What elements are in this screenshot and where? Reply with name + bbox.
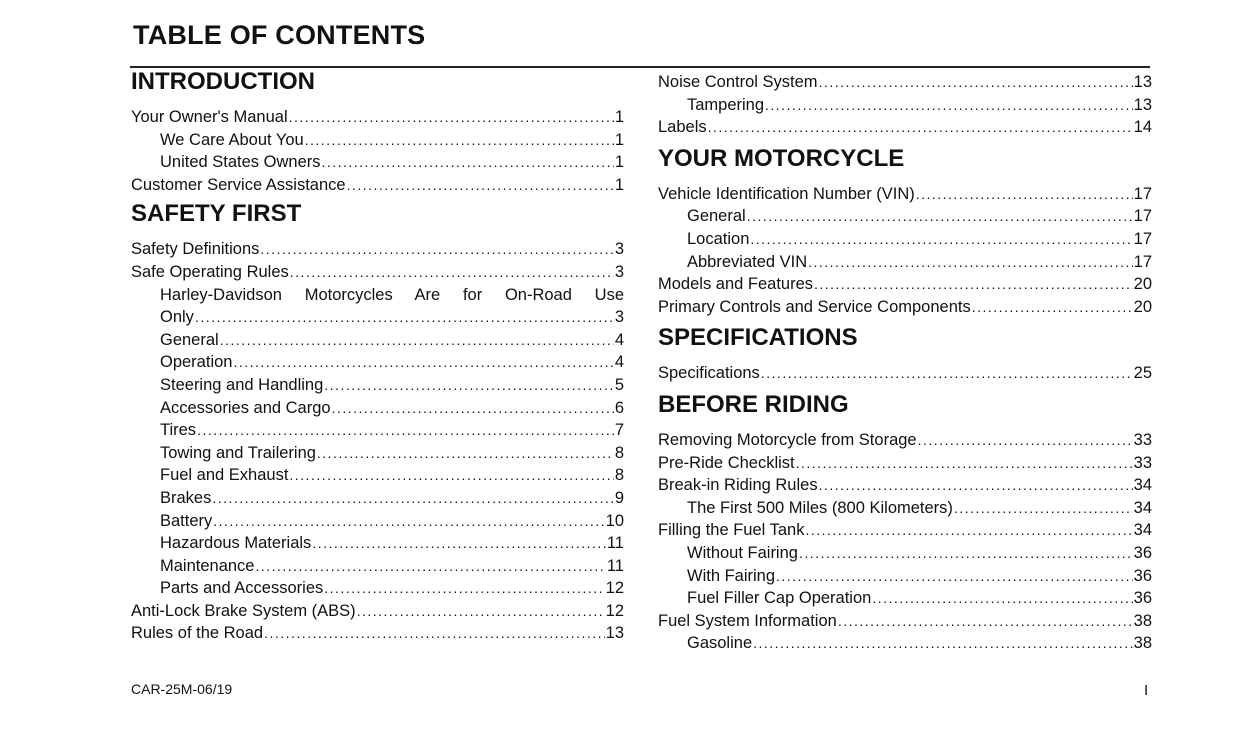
toc-entry[interactable]: Hazardous Materials . . . 11 xyxy=(131,532,624,555)
dot-leader xyxy=(761,362,1133,385)
toc-entry[interactable]: Brakes . . . 9 xyxy=(131,487,624,510)
toc-entry[interactable]: Fuel System Information . . . 38 xyxy=(658,610,1152,633)
toc-entry[interactable]: Location . . . 17 xyxy=(658,228,1152,251)
dot-leader xyxy=(747,205,1133,228)
dot-leader xyxy=(347,174,614,197)
toc-entry[interactable]: Labels . . . 14 xyxy=(658,116,1152,139)
section-heading-introduction: INTRODUCTION xyxy=(131,68,315,95)
toc-entry[interactable]: The First 500 Miles (800 Kilometers) . . . 34 xyxy=(658,497,1152,520)
dot-leader xyxy=(872,587,1132,610)
dot-leader xyxy=(805,519,1132,542)
toc-entry[interactable]: General . . . 4 xyxy=(131,329,624,352)
section-heading-your-motorcycle: YOUR MOTORCYCLE xyxy=(658,144,905,172)
toc-entry[interactable]: With Fairing . . . 36 xyxy=(658,565,1152,588)
page-title: TABLE OF CONTENTS xyxy=(133,20,426,50)
dot-leader xyxy=(916,183,1133,206)
dot-leader xyxy=(332,397,614,420)
dot-leader xyxy=(322,151,614,174)
dot-leader xyxy=(819,71,1133,94)
dot-leader xyxy=(305,129,614,152)
toc-entry-wrapped-line[interactable]: Harley-Davidson Motorcycles Are for On-Road Use xyxy=(160,285,624,304)
toc-entry[interactable]: Filling the Fuel Tank . . . 34 xyxy=(658,519,1152,542)
toc-entry[interactable]: General . . . 17 xyxy=(658,205,1152,228)
toc-entry[interactable]: Primary Controls and Service Components . . . 20 xyxy=(658,296,1152,319)
toc-entry[interactable]: Tires . . . 7 xyxy=(131,419,624,442)
toc-entry[interactable]: Battery . . . 10 xyxy=(131,510,624,533)
dot-leader xyxy=(212,487,613,510)
dot-leader xyxy=(776,565,1133,588)
dot-leader xyxy=(918,429,1133,452)
dot-leader xyxy=(357,600,605,623)
dot-leader xyxy=(289,106,614,129)
dot-leader xyxy=(317,442,614,465)
page-number: I xyxy=(1144,682,1149,699)
section-heading-safety-first: SAFETY FIRST xyxy=(131,200,302,228)
toc-entry[interactable]: Operation . . . 4 xyxy=(131,351,624,374)
dot-leader xyxy=(808,251,1132,274)
toc-entry[interactable]: United States Owners . . . 1 xyxy=(131,151,624,174)
dot-leader xyxy=(260,238,613,261)
toc-entry[interactable]: Specifications . . . 25 xyxy=(658,362,1152,385)
toc-entry[interactable]: Models and Features . . . 20 xyxy=(658,273,1152,296)
dot-leader xyxy=(213,510,604,533)
dot-leader xyxy=(796,452,1133,475)
toc-entry[interactable]: Abbreviated VIN . . . 17 xyxy=(658,251,1152,274)
toc-entry[interactable]: Your Owner's Manual . . . 1 xyxy=(131,106,624,129)
dot-leader xyxy=(838,610,1133,633)
toc-entry[interactable]: Fuel and Exhaust . . . 8 xyxy=(131,464,624,487)
toc-entry[interactable]: Towing and Trailering . . . 8 xyxy=(131,442,624,465)
dot-leader xyxy=(289,464,613,487)
dot-leader xyxy=(195,306,614,329)
document-code: CAR-25M-06/19 xyxy=(131,681,233,697)
toc-entry[interactable]: Maintenance . . . 11 xyxy=(131,555,624,578)
dot-leader xyxy=(753,632,1133,655)
toc-entry[interactable]: Steering and Handling . . . 5 xyxy=(131,374,624,397)
section-heading-specifications: SPECIFICATIONS xyxy=(658,324,858,352)
dot-leader xyxy=(750,228,1132,251)
section-heading-before-riding: BEFORE RIDING xyxy=(658,390,849,418)
dot-leader xyxy=(220,329,614,352)
dot-leader xyxy=(255,555,605,578)
dot-leader xyxy=(197,419,614,442)
toc-entry[interactable]: Fuel Filler Cap Operation . . . 36 xyxy=(658,587,1152,610)
dot-leader xyxy=(799,542,1133,565)
toc-entry[interactable]: Removing Motorcycle from Storage . . . 33 xyxy=(658,429,1152,452)
toc-entry[interactable]: Gasoline . . . 38 xyxy=(658,632,1152,655)
toc-entry[interactable]: Rules of the Road . . . 13 xyxy=(131,622,624,645)
toc-entry[interactable]: Anti-Lock Brake System (ABS) . . . 12 xyxy=(131,600,624,623)
toc-entry[interactable]: Pre-Ride Checklist . . . 33 xyxy=(658,452,1152,475)
toc-entry[interactable]: Customer Service Assistance . . . 1 xyxy=(131,174,624,197)
dot-leader xyxy=(312,532,606,555)
dot-leader xyxy=(819,474,1133,497)
toc-entry[interactable]: We Care About You . . . 1 xyxy=(131,129,624,152)
toc-entry[interactable]: Break-in Riding Rules . . . 34 xyxy=(658,474,1152,497)
toc-entry[interactable]: Without Fairing . . . 36 xyxy=(658,542,1152,565)
toc-entry[interactable]: Accessories and Cargo . . . 6 xyxy=(131,397,624,420)
dot-leader xyxy=(954,497,1133,520)
toc-entry[interactable]: Safe Operating Rules . . . 3 xyxy=(131,261,624,284)
dot-leader xyxy=(324,577,604,600)
toc-entry[interactable]: Safety Definitions . . . 3 xyxy=(131,238,624,261)
toc-entry[interactable]: Tampering . . . 13 xyxy=(658,94,1152,117)
dot-leader xyxy=(814,273,1133,296)
dot-leader xyxy=(290,261,614,284)
toc-entry[interactable]: Parts and Accessories . . . 12 xyxy=(131,577,624,600)
toc-entry[interactable]: Only . . . 3 xyxy=(131,306,624,329)
dot-leader xyxy=(264,622,605,645)
toc-entry[interactable]: Vehicle Identification Number (VIN) . . . 17 xyxy=(658,183,1152,206)
dot-leader xyxy=(324,374,614,397)
toc-entry[interactable]: Noise Control System . . . 13 xyxy=(658,71,1152,94)
toc-column-left xyxy=(131,68,624,645)
dot-leader xyxy=(233,351,613,374)
dot-leader xyxy=(972,296,1133,319)
dot-leader xyxy=(765,94,1133,117)
dot-leader xyxy=(708,116,1133,139)
toc-column-right xyxy=(658,71,1152,655)
